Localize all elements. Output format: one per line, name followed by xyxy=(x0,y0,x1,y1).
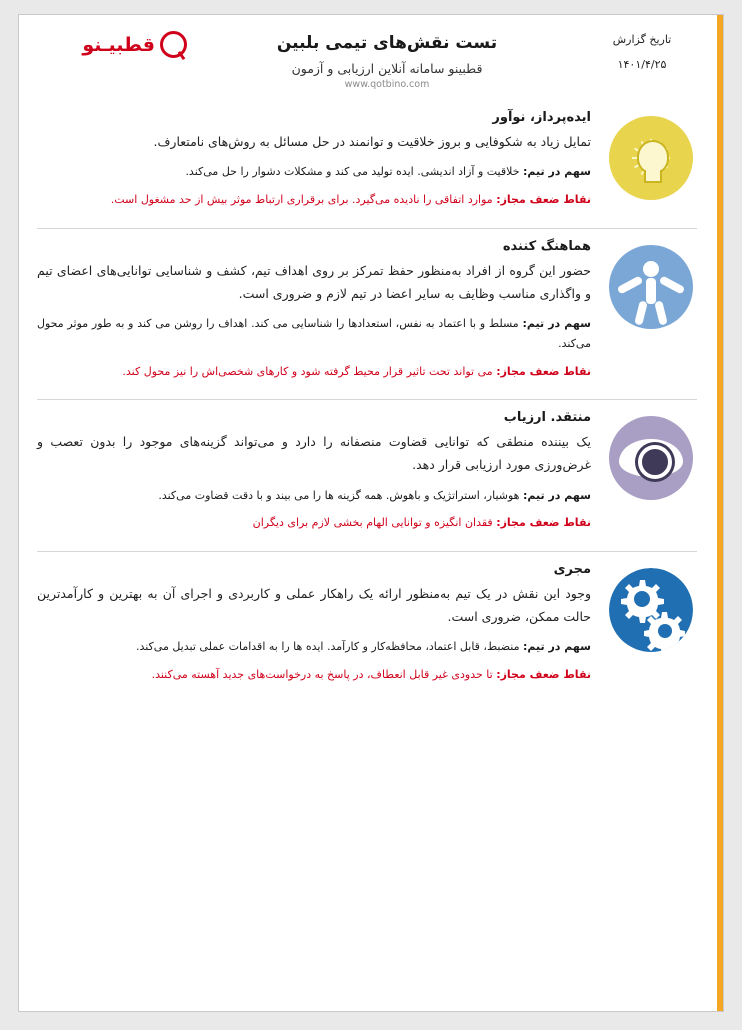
role-text xyxy=(37,562,591,693)
contribution-text: هوشیار، استراتژیک و باهوش. همه گزینه ها را می بیند و با دقت قضاوت می‌کند. xyxy=(158,488,520,502)
report-date-value: ۱۴۰۱/۴/۲۵ xyxy=(617,58,667,71)
role-item xyxy=(37,552,697,703)
lightbulb-icon xyxy=(609,116,693,200)
role-description: وجود این نقش در یک تیم به‌منظور ارائه یک راهکار عملی و کاربردی و اجرای آن به بهترین و کارآمدترین حالت ممکن، ضروری است. xyxy=(37,586,591,625)
weakness-label: نقاط ضعف مجاز: xyxy=(496,516,591,530)
brand-name: قطبیـنو xyxy=(82,33,155,56)
title-block xyxy=(187,33,587,90)
role-description: حضور این گروه از افراد به‌منظور حفظ تمرکز بر روی اهداف تیم، کشف و شناسایی توانایی‌های اعضای تیم و واگذاری مناسب وظایف به سایر اعضا در تیم لازم و ضروری است. xyxy=(37,262,591,301)
weakness-label: نقاط ضعف مجاز: xyxy=(496,192,591,206)
weakness-text: موارد اتفاقی را نادیده می‌گیرد. برای برقراری ارتباط موثر بیش از حد مشغول است. xyxy=(110,192,493,206)
role-item xyxy=(37,229,697,401)
contribution-label: سهم در تیم: xyxy=(523,165,591,179)
role-icon-wrap xyxy=(605,410,697,500)
site-url: www.qotbino.com xyxy=(344,79,430,90)
page-title: تست نقش‌های تیمی بلبین xyxy=(276,33,498,53)
role-text xyxy=(37,239,591,390)
weakness-text: فقدان انگیزه و توانایی الهام بخشی لازم برای دیگران xyxy=(252,516,493,530)
role-item xyxy=(37,100,697,229)
weakness-label: نقاط ضعف مجاز: xyxy=(496,364,591,378)
role-name: منتقد. ارزیاب xyxy=(503,410,591,426)
role-text xyxy=(37,110,591,218)
footer-spacer xyxy=(19,703,723,763)
brand-logo xyxy=(37,31,187,58)
role-weakness xyxy=(37,665,591,685)
contribution-text: منضبط، قابل اعتماد، محافظه‌کار و کارآمد. ایده ها را به اقدامات عملی تبدیل می‌کند. xyxy=(135,640,520,654)
role-contribution xyxy=(37,486,591,506)
weakness-text: می تواند تحت تاثیر قرار محیط گرفته شود و کارهای شخصی‌اش را نیز محول کند. xyxy=(122,364,493,378)
person-arms-up-icon xyxy=(609,245,693,329)
role-icon-wrap xyxy=(605,562,697,652)
report-sheet xyxy=(18,14,724,1012)
role-description: یک بیننده منطقی که توانایی قضاوت منصفانه را دارد و می‌تواند گزینه‌های موجود را بدون تعصب و غرض‌ورزی مورد ارزیابی قرار دهد. xyxy=(37,434,591,473)
weakness-label: نقاط ضعف مجاز: xyxy=(496,668,591,682)
role-text xyxy=(37,410,591,541)
role-weakness xyxy=(37,513,591,533)
contribution-label: سهم در تیم: xyxy=(523,640,591,654)
roles-list xyxy=(19,98,723,703)
contribution-label: سهم در تیم: xyxy=(522,316,591,330)
role-icon-wrap xyxy=(605,110,697,200)
role-weakness xyxy=(37,362,591,382)
report-date-label: تاریخ گزارش xyxy=(612,33,672,46)
role-icon-wrap xyxy=(605,239,697,329)
report-date xyxy=(587,33,697,71)
role-contribution xyxy=(37,162,591,182)
eye-icon xyxy=(609,416,693,500)
role-contribution xyxy=(37,314,591,354)
role-weakness xyxy=(37,190,591,210)
role-item xyxy=(37,400,697,552)
weakness-text: تا حدودی غیر قابل انعطاف، در پاسخ به درخواست‌های جدید آهسته می‌کنند. xyxy=(151,668,493,682)
accent-bar xyxy=(717,15,723,1011)
page-subtitle: قطبینو سامانه آنلاین ارزیابی و آزمون xyxy=(291,61,483,76)
contribution-label: سهم در تیم: xyxy=(523,488,591,502)
contribution-text: مسلط و با اعتماد به نفس، استعدادها را شناسایی می کند. اهداف را روشن می کند و به طور موثر محول می‌کند. xyxy=(37,316,591,350)
role-name: هماهنگ کننده xyxy=(502,238,591,254)
role-name: مجری xyxy=(553,562,591,578)
document-header xyxy=(19,15,723,98)
role-name: ایده‌پرداز، نوآور xyxy=(492,110,591,125)
contribution-text: خلاقیت و آزاد اندیشی. ایده تولید می کند و مشکلات دشوار را حل می‌کند. xyxy=(185,165,520,179)
q-circle-logo-icon xyxy=(160,31,187,58)
role-description: تمایل زیاد به شکوفایی و بروز خلاقیت و توانمند در حل مسائل به روش‌های نامتعارف. xyxy=(153,134,591,149)
gears-icon xyxy=(609,568,693,652)
role-contribution xyxy=(37,637,591,657)
